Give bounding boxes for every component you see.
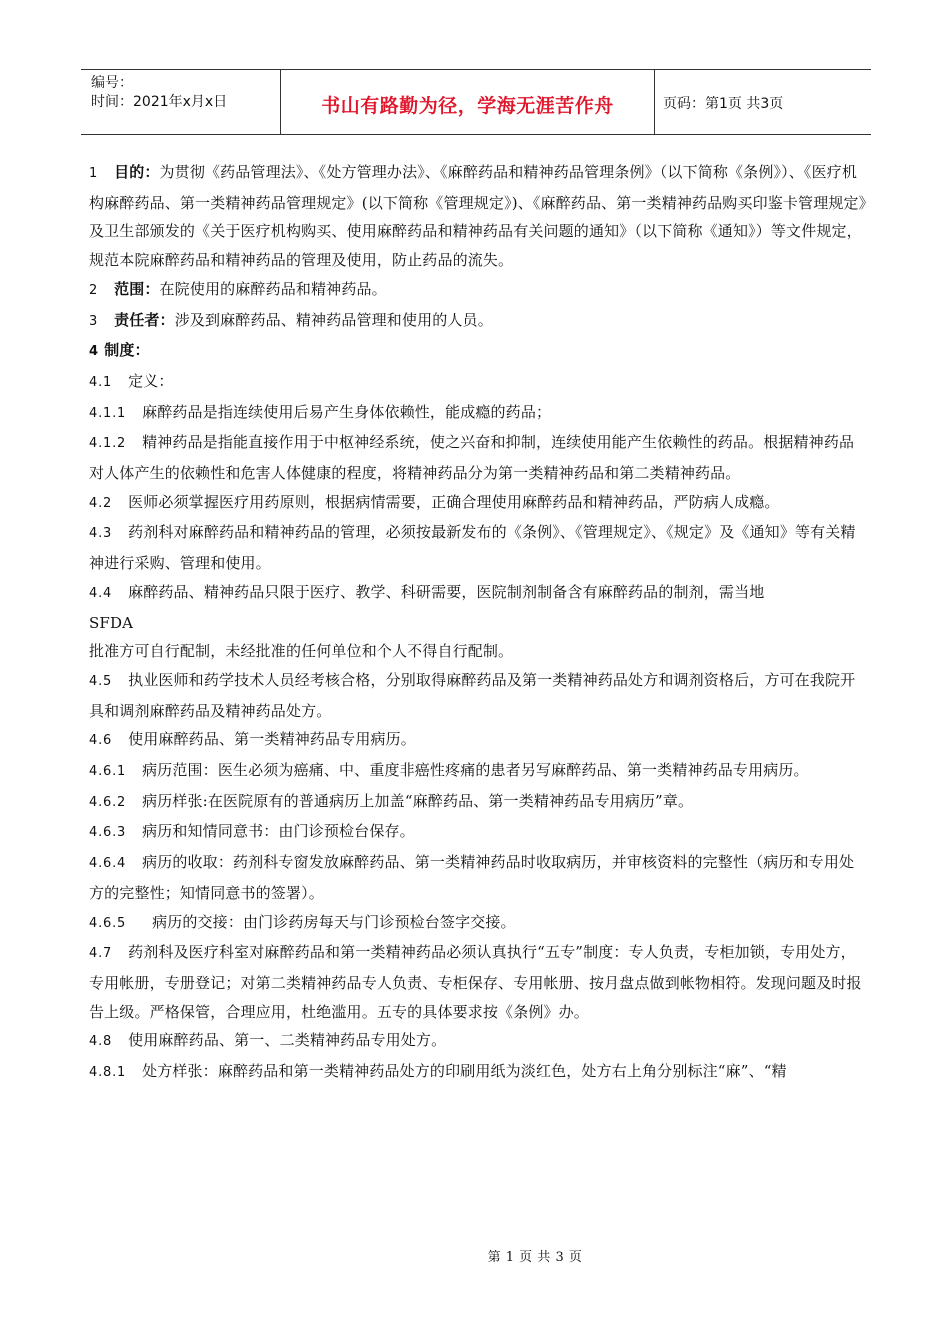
section-number: 4.6 — [89, 733, 113, 749]
section-text: 麻醉药品、精神药品只限于医疗、教学、科研需要，医院制剂制备含有麻醉药品的制剂，需当地 — [128, 582, 765, 601]
section-text: 医师必须掌握医疗用药原则，根据病情需要，正确合理使用麻醉药品和精神药品，严防病人成瘾。 — [128, 492, 780, 511]
section-3 — [89, 306, 867, 337]
section-label: 目的： — [114, 163, 160, 181]
section-text: 处方样张：麻醉药品和第一类精神药品处方的印刷用纸为淡红色，处方右上角分别标注“麻”、“精 — [142, 1062, 787, 1081]
section-number: 4.4 — [89, 585, 113, 601]
section-number: 4.8 — [89, 1034, 113, 1050]
section-text: 使用麻醉药品、第一类精神药品专用病历。 — [128, 730, 416, 749]
section-label: 责任者： — [114, 310, 175, 329]
section-number: 4.6.3 — [89, 825, 127, 841]
section-number: 4.6.2 — [89, 794, 127, 810]
document-date: 时间：2021年x月x日 — [91, 94, 228, 110]
section-1 — [89, 158, 867, 275]
section-number: 2 — [89, 282, 99, 298]
section-text: 在院使用的麻醉药品和精神药品。 — [159, 279, 387, 298]
header-page-number: 页码：第1页 共3页 — [663, 96, 784, 112]
section-number: 4.1.2 — [89, 436, 127, 452]
section-text: 病历的交接：由门诊药房每天与门诊预检台签字交接。 — [152, 912, 516, 931]
document-body — [89, 158, 867, 1088]
section-label: 范围： — [114, 279, 160, 298]
section-number: 4.1.1 — [89, 405, 127, 421]
section-text-sfda: SFDA — [89, 613, 134, 632]
section-4-6-4 — [89, 848, 867, 907]
section-text: 药剂科对麻醉药品和精神药品的管理，必须按最新发布的《条例》、《管理规定》、《规定》及《通知》等有关精神进行采购、管理和使用。 — [89, 523, 856, 573]
section-text: 麻醉药品是指连续使用后易产生身体依赖性，能成瘾的药品； — [142, 402, 552, 421]
section-text: 执业医师和药学技术人员经考核合格，分别取得麻醉药品及第一类精神药品处方和调剂资格后，方可在我院开具和调剂麻醉药品及精神药品处方。 — [89, 670, 856, 720]
section-text: 药剂科及医疗科室对麻醉药品和第一类精神药品必须认真执行“五专”制度：专人负责，专柜加锁，专用处方，专用帐册，专册登记；对第二类精神药品专人负责、专柜保存、专用帐册、按月盘点做到帐物相符。发现问题及时报告上级。严格保管，合理应用，杜绝滥用。五专的具体要求按《条例》办。 — [89, 943, 862, 1021]
section-number: 4.5 — [89, 673, 113, 689]
section-4-4 — [89, 578, 867, 666]
section-4-6-2 — [89, 787, 867, 818]
section-4-8 — [89, 1026, 867, 1057]
section-4-1 — [89, 367, 867, 398]
section-number: 1 — [89, 166, 99, 181]
page-footer: 第 1 页 共 3 页 — [487, 1250, 583, 1265]
section-4-7 — [89, 938, 867, 1026]
section-text: 定义： — [128, 371, 174, 390]
section-text: 为贯彻《药品管理法》、《处方管理办法》、《麻醉药品和精神药品管理条例》（以下简称《条例》）、《医疗机构麻醉药品、第一类精神药品管理规定》(以下简称《管理规定》)、《麻醉药品、第一类精神药品购买印鉴卡管理规定》及卫生部颁发的《关于医疗机构购买、使用麻醉药品和精神药品有关问题的通知》（以下简称《通知》）等文件规定，规范本院麻醉药品和精神药品的管理及使用，防止药品的流失。 — [89, 163, 867, 270]
section-number: 4.1 — [89, 374, 113, 390]
section-number: 4.6.5 — [89, 915, 127, 931]
section-text: 使用麻醉药品、第一、二类精神药品专用处方。 — [128, 1031, 447, 1050]
section-2 — [89, 275, 867, 306]
header-motto: 书山有路勤为径，学海无涯苦作舟 — [280, 70, 655, 134]
section-4-6 — [89, 725, 867, 756]
section-4-3 — [89, 518, 867, 577]
section-4-6-5 — [89, 908, 867, 939]
section-4-8-1 — [89, 1057, 867, 1088]
section-number: 4.8.1 — [89, 1065, 127, 1081]
section-text: 病历样张:在医院原有的普通病历上加盖“麻醉药品、第一类精神药品专用病历”章。 — [142, 791, 694, 810]
section-label: 制度： — [104, 341, 150, 360]
section-text: 病历范围：医生必须为癌痛、中、重度非癌性疼痛的患者另写麻醉药品、第一类精神药品专用病历。 — [142, 761, 809, 780]
section-4-1-2 — [89, 428, 867, 487]
section-number: 4.6.4 — [89, 856, 127, 872]
section-number: 4.2 — [89, 495, 113, 511]
section-4-6-3 — [89, 817, 867, 848]
section-4 — [89, 336, 867, 367]
section-text-continued: 批准方可自行配制，未经批准的任何单位和个人不得自行配制。 — [89, 642, 514, 661]
section-text: 病历和知情同意书：由门诊预检台保存。 — [142, 822, 415, 841]
section-text: 病历的收取：药剂科专窗发放麻醉药品、第一类精神药品时收取病历，并审核资料的完整性（病历和专用处方的完整性；知情同意书的签署）。 — [89, 853, 855, 902]
section-text: 精神药品是指能直接作用于中枢神经系统，使之兴奋和抑制，连续使用能产生依赖性的药品。根据精神药品对人体产生的依赖性和危害人体健康的程度，将精神药品分为第一类精神药品和第二类精神药品。 — [89, 433, 855, 483]
section-4-5 — [89, 666, 867, 725]
section-number: 4.3 — [89, 526, 113, 542]
header-meta — [81, 70, 280, 134]
document-number-label: 编号： — [91, 75, 133, 91]
section-4-2 — [89, 488, 867, 519]
section-4-1-1 — [89, 398, 867, 429]
page-header — [81, 69, 871, 135]
section-number: 4.7 — [89, 946, 113, 962]
section-number: 4 — [89, 344, 99, 360]
section-4-6-1 — [89, 756, 867, 787]
section-number: 4.6.1 — [89, 764, 127, 780]
section-number: 3 — [89, 313, 99, 329]
section-text: 涉及到麻醉药品、精神药品管理和使用的人员。 — [174, 310, 493, 329]
